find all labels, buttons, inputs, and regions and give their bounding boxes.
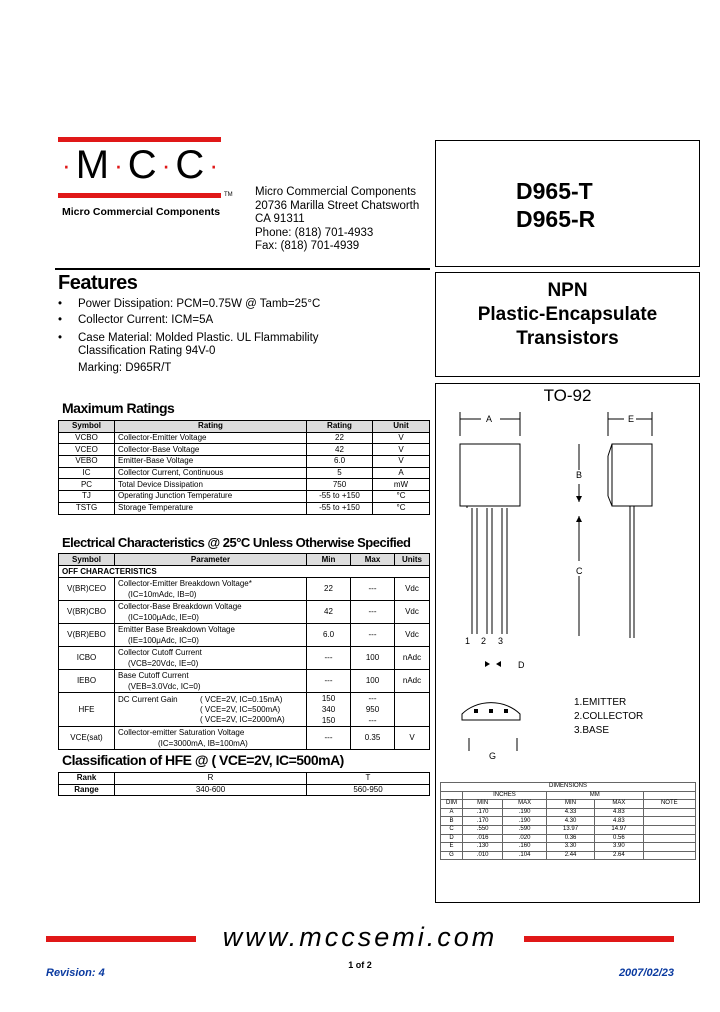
logo-top-bar [58,137,221,142]
pin-label-2: 2 [481,636,487,646]
company-address [255,186,419,254]
footer-page-number: 1 of 2 [348,960,372,970]
logo-letter-c2: C [175,143,207,187]
header-divider [55,268,430,270]
pin-label-3: 3 [498,636,504,646]
table-row: D .016 .020 0.36 0.56 [441,834,696,843]
description-line-2: Plastic-Encapsulate [477,304,658,325]
address-fax: Fax: (818) 701-4939 [255,240,360,252]
part-number-t: D965-T [516,178,593,204]
logo-bottom-bar [58,193,221,198]
table-row: ICBO Collector Cutoff Current (VCB=20Vdc, IE=0) --- 100 nAdc [59,647,430,670]
classification-table: Rank R T Range 340-600 560-950 [58,772,430,796]
pinout-base: 3.BASE [574,725,610,736]
dim-label-d: D [518,660,525,670]
logo-company-name: Micro Commercial Components [62,206,221,218]
logo: · M · C · C · [62,143,220,187]
pinout-collector: 2.COLLECTOR [574,711,644,722]
feature-case: Case Material: Molded Plastic. UL Flammability [78,332,319,344]
table-row: PC Total Device Dissipation 750 mW [59,479,430,491]
table-row: B .170 .190 4.30 4.83 [441,817,696,826]
table-row: VCBO Collector-Emitter Voltage 22 V [59,432,430,444]
dim-label-g: G [489,751,497,761]
table-row: C .550 .590 13.97 14.97 [441,825,696,834]
electrical-title: Electrical Characteristics @ 25°C Unless Otherwise Specified [62,535,411,550]
classification-title: Classification of HFE @ ( VCE=2V, IC=500mA) [62,752,344,768]
part-numbers [516,177,595,233]
address-line-1: Micro Commercial Components [255,186,417,198]
features-title: Features [58,272,138,294]
feature-current: Collector Current: ICM=5A [78,314,214,326]
package-name: TO-92 [543,386,592,405]
pin-label-1: 1 [465,636,471,646]
trademark-mark: TM [224,192,233,198]
dim-label-e: E [628,414,635,424]
table-row: E .130 .160 3.30 3.90 [441,843,696,852]
dimensions-table: DIMENSIONS INCHES MM DIM MIN MAX MIN MAX NOTE A .170 .190 4.33 4.83 B .170 .190 4.30 4.83 C .550 .590 13.97 14.97 D .016 .020 0.36 0.56 E .130 .160 3.30 3.90 G .010 .104 2.44 2.64 [440,782,696,860]
table-row: V(BR)CEO Collector-Emitter Breakdown Voltage* (IC=10mAdc, IB=0) 22 --- Vdc [59,578,430,601]
table-row: TJ Operating Junction Temperature -55 to +150 °C [59,491,430,503]
part-number-r: D965-R [516,206,596,232]
feature-marking: Marking: D965R/T [78,362,172,374]
table-row: VCE(sat) Collector-emitter Saturation Voltage (IC=3000mA, IB=100mA) --- 0.35 V [59,727,430,750]
address-line-3: CA 91311 [255,213,305,225]
table-row: G .010 .104 2.44 2.64 [441,851,696,860]
table-row: VEBO Emitter-Base Voltage 6.0 V [59,456,430,468]
table-row: V(BR)EBO Emitter Base Breakdown Voltage (IE=100μAdc, IC=0) 6.0 --- Vdc [59,624,430,647]
max-ratings-table: Symbol Rating Rating Unit VCBO Collector-Emitter Voltage 22 V VCEO Collector-Base Voltage 42 V VEBO Emitter-Base Voltage 6.0 V IC Collector Current, Continuous 5 A PC Total Device Dissipation 750 mW TJ Operating Junction Temperature -55 to +150 °C TSTG Storage Temperature -55 to +150 °C [58,420,430,515]
max-ratings-title: Maximum Ratings [62,400,175,416]
dim-label-b: B [576,470,583,480]
package-drawing [436,406,699,766]
footer-date: 2007/02/23 [618,967,674,979]
address-line-2: 20736 Marilla Street Chatsworth [255,199,420,212]
description-line-1: NPN [547,280,588,301]
footer-website-link[interactable]: www.mccsemi.com [222,922,498,952]
logo-letter-c1: C [127,143,159,187]
table-row: TSTG Storage Temperature -55 to +150 °C [59,502,430,514]
table-row: V(BR)CBO Collector-Base Breakdown Voltage (IC=100μAdc, IE=0) 42 --- Vdc [59,601,430,624]
electrical-table: Symbol Parameter Min Max Units OFF CHARACTERISTICS V(BR)CEO Collector-Emitter Breakdown Voltage* (IC=10mAdc, IB=0) 22 --- Vdc V(BR)CBO Collector-Base Breakdown Voltage (IC=100μAdc, IE=0) 42 --- Vdc V(BR)EBO Emitter Base Breakdown Voltage (IE=100μAdc, IC=0) 6.0 --- Vdc ICBO Collector Cutoff Current (VCB=20Vdc, IE=0) --- 100 nAdc IEBO Base Cutoff Current (VEB=3.0Vdc, IC=0) --- 100 nAdc HFE DC Current Gain ( VCE=2V, IC=0.15mA) ( VCE=2V, IC=500mA) ( VCE=2V, IC=2000mA) 150 340 150 --- 950 --- VCE(sat) Collector-emitter Saturation Voltage (IC=3000mA, IB=100mA) --- 0.35 V [58,553,430,750]
table-row: A .170 .190 4.33 4.83 [441,808,696,817]
dim-label-c: C [576,566,583,576]
table-row: IC Collector Current, Continuous 5 A [59,467,430,479]
part-number-box [435,140,700,267]
table-row: VCEO Collector-Base Voltage 42 V [59,444,430,456]
dim-label-a: A [486,414,493,424]
pinout-emitter: 1.EMITTER [574,697,627,708]
pinout-list [574,696,643,738]
footer-revision: Revision: 4 [46,967,105,979]
table-row-hfe: HFE DC Current Gain ( VCE=2V, IC=0.15mA) ( VCE=2V, IC=500mA) ( VCE=2V, IC=2000mA) 150 340 150 --- 950 --- [59,693,430,727]
feature-flammability: Classification Rating 94V-0 [78,345,216,357]
table-row: IEBO Base Cutoff Current (VEB=3.0Vdc, IC=0) --- 100 nAdc [59,670,430,693]
off-characteristics-label: OFF CHARACTERISTICS [59,566,430,578]
address-phone: Phone: (818) 701-4933 [255,226,374,239]
logo-letter-m: M [75,143,112,187]
feature-power: Power Dissipation: PCM=0.75W @ Tamb=25°C [78,298,321,310]
description-box [435,272,700,377]
description-line-3: Transistors [516,328,619,349]
